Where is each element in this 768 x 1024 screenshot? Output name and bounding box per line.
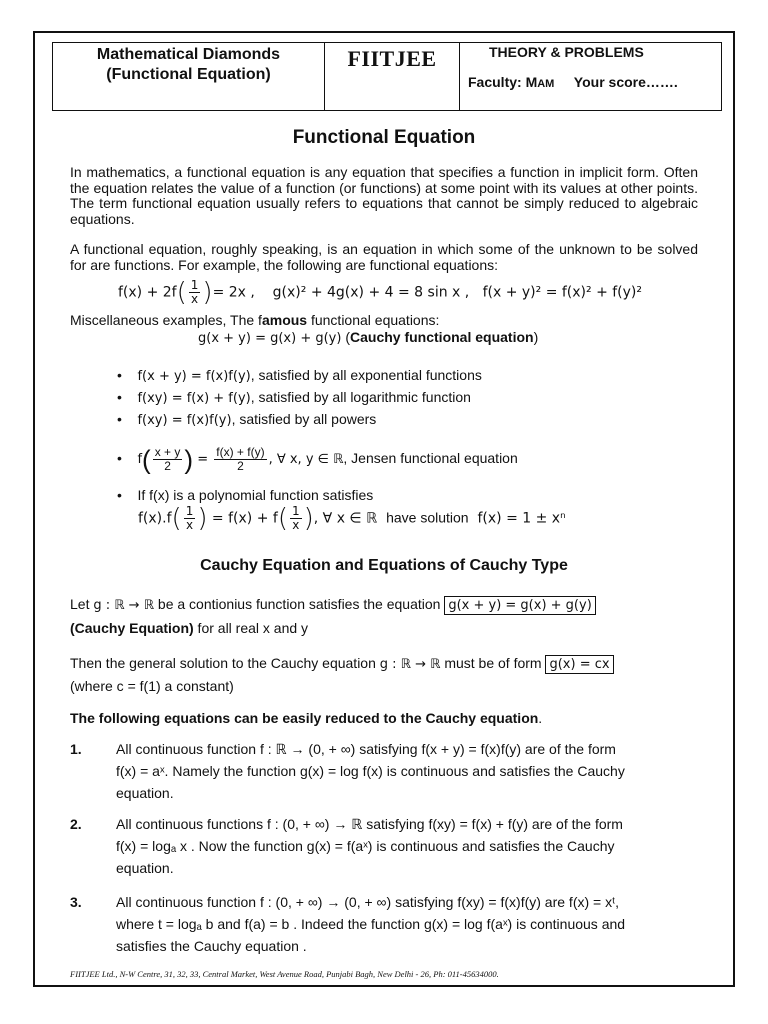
list-item-3: 3. All continuous function f : (0, + ∞) → (0, + ∞) satisfying f(xy) = f(x)f(y) are f(x) = xᵗ, where t = logₐ b and f(a) = b . Indeed the function g(x) = log f(aˣ) is continuous and satisfies the Cauchy equation . [70,894,626,954]
cauchy-eq-box: g(x + y) = g(x) + g(y) [444,596,595,615]
header-info [460,43,721,110]
header-title-line1: Mathematical Diamonds [96,46,281,63]
header-title-line2: (Functional Equation) [106,66,271,83]
bullet-exponential: • f(x + y) = f(x)f(y), satisfied by all exponential functions [117,367,482,384]
bullet-powers: • f(xy) = f(x)f(y), satisfied by all powers [117,411,377,428]
reduced-heading: The following equations can be easily reduced to the Cauchy equation. [70,710,543,726]
bullet-polynomial: • If f(x) is a polynomial function satisfies [117,487,374,503]
example-equations: f(x) + 2f( $\frac{1}{x}$ )= 2x , g(x)² + 4g(x) + 4 = 8 sin x , f(x + y)² = f(x)² + f(y)² [118,277,643,308]
page-footer: FIITJEE Ltd., N-W Centre, 31, 32, 33, Central Market, West Avenue Road, Punjabi Bagh, New Delhi - 26, Ph: 011-45634000. [70,969,499,979]
cauchy-functional-eq: g(x + y) = g(x) + g(y) (Cauchy functional equation) [198,329,539,346]
bullet-log: • f(xy) = f(x) + f(y), satisfied by all logarithmic function [117,389,471,406]
intro-paragraph-2: A functional equation, roughly speaking, is an equation in which some of the unknown to be solved for are functions. For example, the following are functional equations: [70,241,698,273]
fiitjee-logo: FIITJEE [325,43,460,110]
list-item-2: 2. All continuous functions f : (0, + ∞) → ℝ satisfying f(xy) = f(x) + f(y) are of the form f(x) = logₐ x . Now the function g(x) = f(aˣ) is continuous and satisfies the Cauchy equation. [70,816,623,876]
header-section: THEORY & PROBLEMS [489,44,644,60]
let-statement: Let g : ℝ → ℝ be a contionius function satisfies the equation g(x + y) = g(x) + g(y) [70,596,596,614]
solution-box: g(x) = cx [545,655,613,674]
general-solution: Then the general solution to the Cauchy equation g : ℝ → ℝ must be of form g(x) = cx [70,655,614,673]
header-faculty: Faculty: MAM Your score……. [468,74,678,90]
intro-paragraph: In mathematics, a functional equation is any equation that specifies a function in implicit form. Often the equation relates the value of a function (or functions) at some point with its values at other points. The term functional equation usually refers to equations that cannot be simply reduced to algebraic equations. [70,164,698,227]
polynomial-equation: f(x).f( $\frac{1}{x}$ ) = f(x) + f( $\frac{1}{x}$ ), ∀ x ∈ ℝ have solution f(x) = 1 ± xⁿ [138,503,566,534]
bullet-jensen: • f( $\frac{x + y}{2}$ ) = $\frac{f(x) + f(y)}{2}$ , ∀ x, y ∈ ℝ, Jensen functional equation [117,444,518,475]
header-title [53,43,325,110]
list-item-1: 1. All continuous function f : ℝ → (0, + ∞) satisfying f(x + y) = f(x)f(y) are of the form f(x) = aˣ. Namely the function g(x) = log f(x) is continuous and satisfies the Cauchy equation. [70,741,625,801]
header-table [52,42,722,111]
section-heading-cauchy: Cauchy Equation and Equations of Cauchy Type [200,557,568,574]
page-title: Functional Equation [292,127,476,148]
constant-note: (where c = f(1) a constant) [70,678,234,694]
misc-heading: Miscellaneous examples, The famous functional equations: [70,312,440,328]
score-field: Your score……. [573,74,678,90]
cauchy-eq-label: (Cauchy Equation) for all real x and y [70,620,309,636]
